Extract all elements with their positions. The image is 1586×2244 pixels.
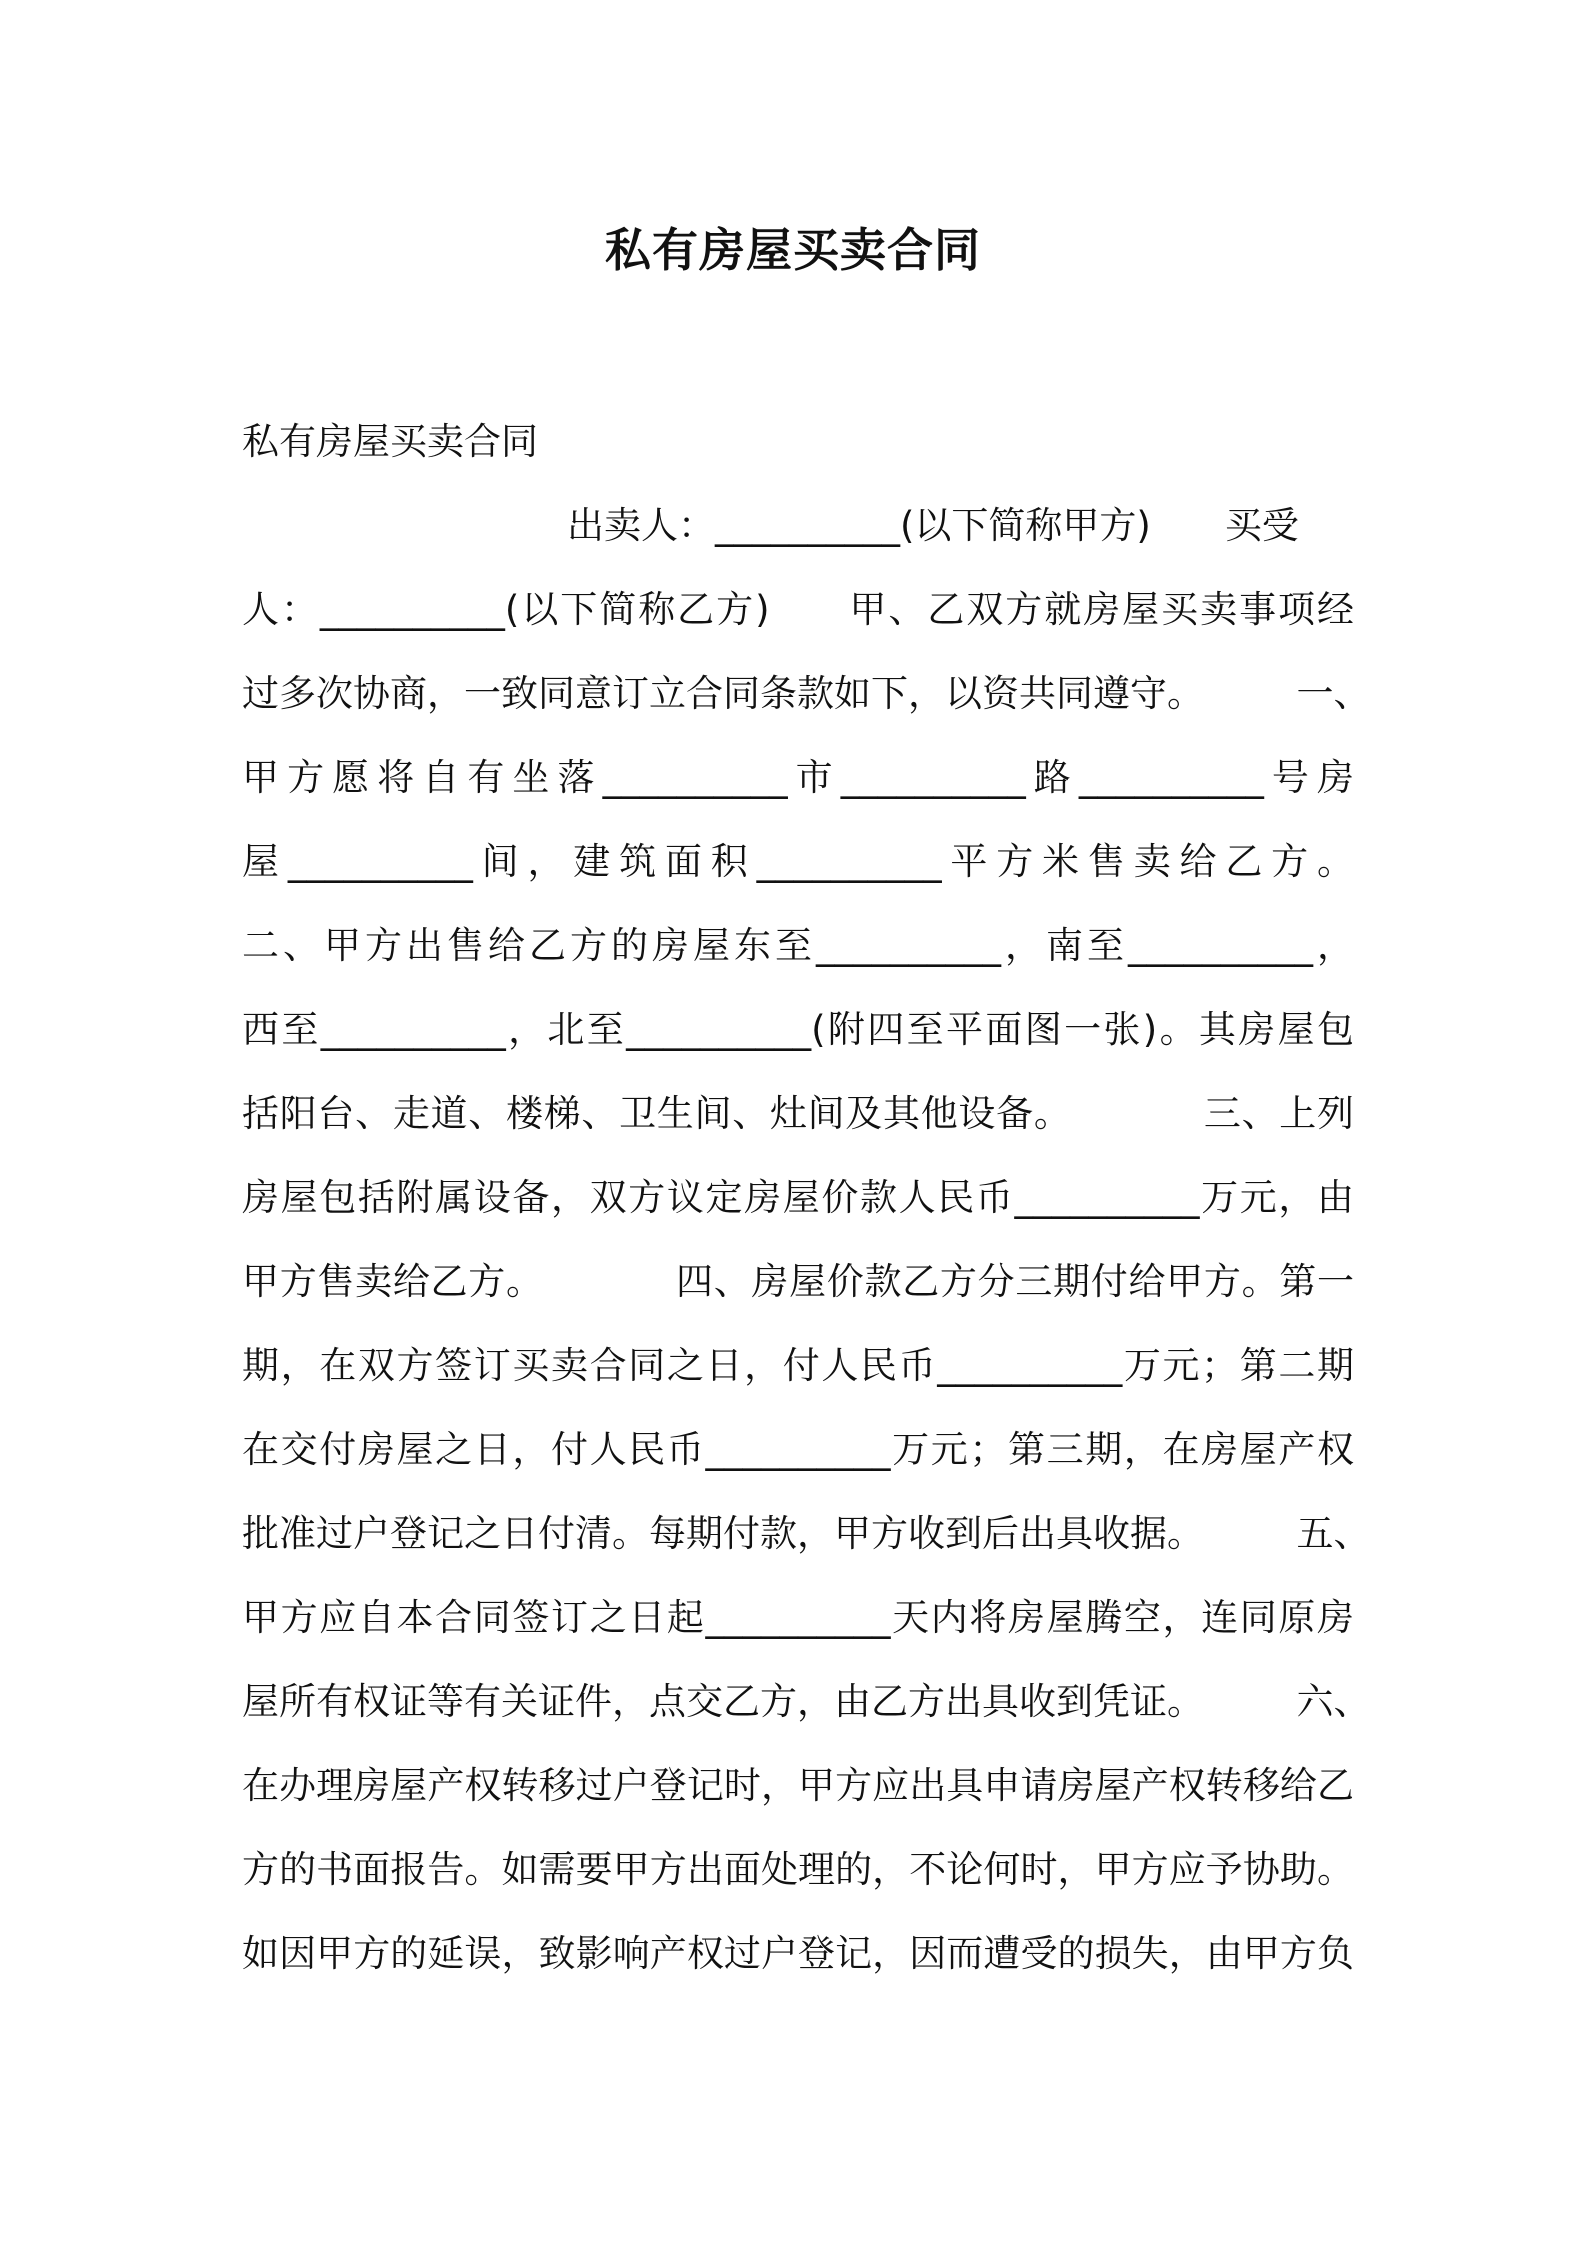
document-title: 私有房屋买卖合同	[605, 223, 981, 277]
body-line: 屋__________间，建筑面积__________平方米售卖给乙方。	[242, 840, 1354, 883]
body-line: 如因甲方的延误，致影响产权过户登记，因而遭受的损失，由甲方负	[242, 1932, 1354, 1975]
body-line: 二、甲方出售给乙方的房屋东至__________，南至__________，	[242, 924, 1354, 967]
body-line: 在办理房屋产权转移过户登记时，甲方应出具申请房屋产权转移给乙	[242, 1764, 1354, 1807]
body-line: 在交付房屋之日，付人民币__________万元；第三期，在房屋产权	[242, 1428, 1354, 1471]
body-line-seller: 出卖人：__________(以下简称甲方) 买受	[567, 504, 1299, 547]
body-line: 西至__________，北至__________(附四至平面图一张)。其房屋包	[242, 1008, 1354, 1051]
body-line: 屋所有权证等有关证件，点交乙方，由乙方出具收到凭证。 六、	[242, 1680, 1371, 1723]
body-line: 括阳台、走道、楼梯、卫生间、灶间及其他设备。 三、上列	[242, 1092, 1354, 1135]
body-line: 甲方愿将自有坐落__________市__________路__________号房	[242, 756, 1354, 799]
body-line: 甲方售卖给乙方。 四、房屋价款乙方分三期付给甲方。第一	[242, 1260, 1354, 1303]
body-line: 房屋包括附属设备，双方议定房屋价款人民币__________万元，由	[242, 1176, 1354, 1219]
body-line: 期，在双方签订买卖合同之日，付人民币__________万元；第二期	[242, 1344, 1354, 1387]
body-heading: 私有房屋买卖合同	[242, 420, 538, 463]
body-line: 人：__________(以下简称乙方) 甲、乙双方就房屋买卖事项经	[242, 588, 1354, 631]
body-line: 方的书面报告。如需要甲方出面处理的，不论何时，甲方应予协助。	[242, 1848, 1354, 1891]
body-line: 过多次协商，一致同意订立合同条款如下，以资共同遵守。 一、	[242, 672, 1371, 715]
body-line: 甲方应自本合同签订之日起__________天内将房屋腾空，连同原房	[242, 1596, 1354, 1639]
body-line: 批准过户登记之日付清。每期付款，甲方收到后出具收据。 五、	[242, 1512, 1371, 1555]
